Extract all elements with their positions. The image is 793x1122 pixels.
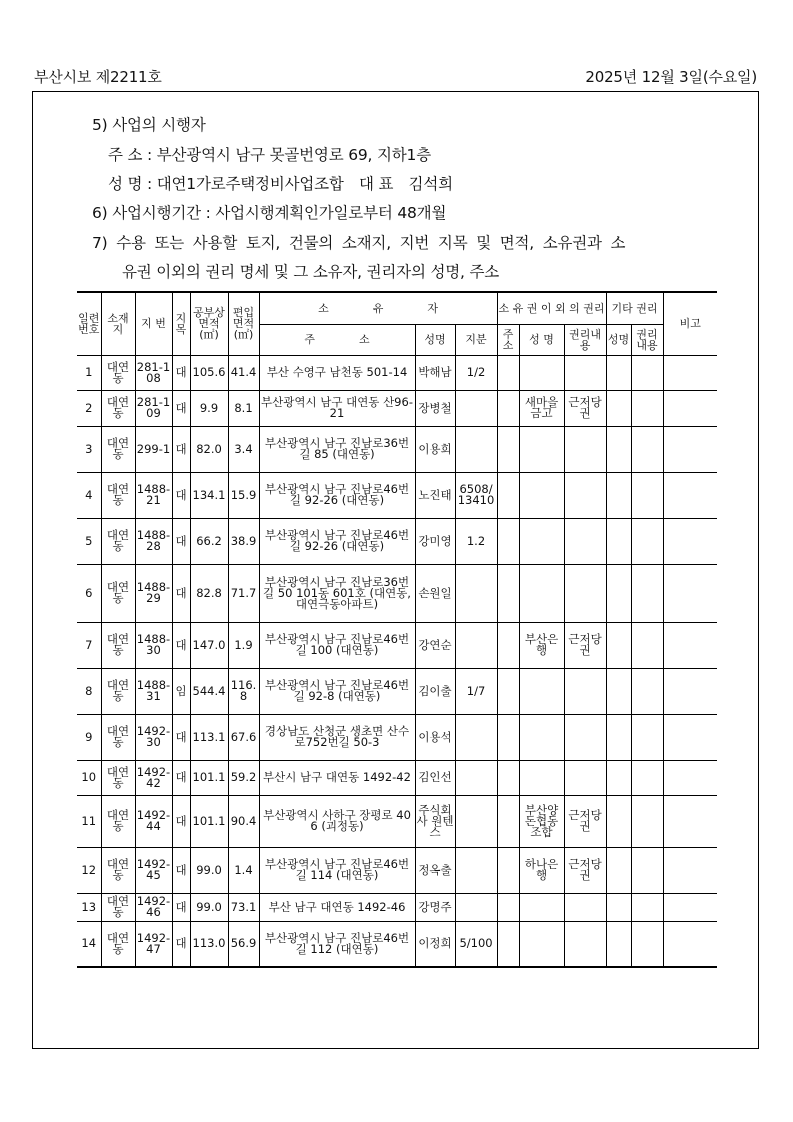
rights-content-cell — [564, 426, 606, 472]
location-cell: 대연동 — [101, 760, 135, 795]
category-cell: 대 — [172, 472, 190, 518]
col-rights-name: 성 명 — [519, 324, 564, 355]
lot-cell: 1488-30 — [135, 622, 172, 668]
remarks-cell — [663, 893, 717, 921]
rights-content-cell: 근저당권 — [564, 795, 606, 847]
misc-name-cell — [606, 847, 631, 893]
owner-share-cell — [455, 622, 497, 668]
col-group-owner: 소 유 자 — [259, 292, 497, 324]
owner-share-cell: 5/100 — [455, 921, 497, 967]
owner-share-cell — [455, 564, 497, 622]
item7-line1: 7) 수용 또는 사용할 토지, 건물의 소재지, 지번 지목 및 면적, 소유권과 소 — [92, 234, 626, 252]
col-owner-address: 주 소 — [259, 324, 415, 355]
owner-share-cell — [455, 893, 497, 921]
remarks-cell — [663, 564, 717, 622]
misc-content-cell — [631, 390, 663, 426]
owner-name-cell: 손원일 — [415, 564, 455, 622]
rights-name-cell — [519, 668, 564, 714]
incorporated-area-cell: 56.9 — [228, 921, 259, 967]
location-cell: 대연동 — [101, 714, 135, 760]
rights-address-cell — [497, 390, 519, 426]
misc-name-cell — [606, 564, 631, 622]
rights-name-cell: 부산은행 — [519, 622, 564, 668]
incorporated-area-cell: 59.2 — [228, 760, 259, 795]
category-cell: 대 — [172, 518, 190, 564]
lot-cell: 1492-42 — [135, 760, 172, 795]
category-cell: 대 — [172, 564, 190, 622]
table-row — [77, 622, 717, 668]
rights-address-cell — [497, 355, 519, 390]
rights-content-cell — [564, 760, 606, 795]
owner-share-cell — [455, 760, 497, 795]
item5-title: 5) 사업의 시행자 — [92, 116, 206, 134]
table-row — [77, 760, 717, 795]
owner-name-cell: 강명주 — [415, 893, 455, 921]
rights-name-cell — [519, 426, 564, 472]
remarks-cell — [663, 355, 717, 390]
rights-name-cell — [519, 472, 564, 518]
rights-name-cell — [519, 714, 564, 760]
owner-share-cell: 1/2 — [455, 355, 497, 390]
col-owner-name: 성명 — [415, 324, 455, 355]
incorporated-area-cell: 38.9 — [228, 518, 259, 564]
remarks-cell — [663, 390, 717, 426]
lot-cell: 1488-31 — [135, 668, 172, 714]
category-cell: 대 — [172, 355, 190, 390]
owner-address-cell: 부산광역시 남구 진남로36번길 85 (대연동) — [259, 426, 415, 472]
owner-address-cell: 부산광역시 남구 진남로36번길 50 101동 601호 (대연동, 대연극동아파트) — [259, 564, 415, 622]
misc-name-cell — [606, 714, 631, 760]
misc-name-cell — [606, 893, 631, 921]
rights-name-cell — [519, 760, 564, 795]
official-area-cell: 82.8 — [190, 564, 228, 622]
category-cell: 대 — [172, 390, 190, 426]
remarks-cell — [663, 795, 717, 847]
rights-content-cell — [564, 472, 606, 518]
lot-cell: 1488-29 — [135, 564, 172, 622]
table-row — [77, 921, 717, 967]
category-cell: 대 — [172, 795, 190, 847]
serial-cell: 2 — [77, 390, 101, 426]
misc-content-cell — [631, 668, 663, 714]
rights-content-cell — [564, 714, 606, 760]
incorporated-area-cell: 1.4 — [228, 847, 259, 893]
owner-share-cell — [455, 847, 497, 893]
remarks-cell — [663, 622, 717, 668]
owner-address-cell: 부산광역시 남구 진남로46번길 100 (대연동) — [259, 622, 415, 668]
col-owner-share: 지분 — [455, 324, 497, 355]
table-row — [77, 426, 717, 472]
location-cell: 대연동 — [101, 668, 135, 714]
owner-name-cell: 김이출 — [415, 668, 455, 714]
rights-address-cell — [497, 564, 519, 622]
serial-cell: 7 — [77, 622, 101, 668]
misc-content-cell — [631, 847, 663, 893]
category-cell: 임 — [172, 668, 190, 714]
misc-content-cell — [631, 518, 663, 564]
lot-cell: 281-108 — [135, 355, 172, 390]
owner-address-cell: 경상남도 산청군 생초면 산수로752번길 50-3 — [259, 714, 415, 760]
remarks-cell — [663, 921, 717, 967]
rights-content-cell — [564, 668, 606, 714]
misc-name-cell — [606, 668, 631, 714]
rights-content-cell — [564, 355, 606, 390]
location-cell: 대연동 — [101, 847, 135, 893]
lot-cell: 1492-45 — [135, 847, 172, 893]
misc-name-cell — [606, 921, 631, 967]
col-group-other-rights: 소 유 권 이 외 의 권리 — [497, 292, 606, 324]
owner-share-cell — [455, 426, 497, 472]
rights-content-cell — [564, 564, 606, 622]
col-incorporated-area: 편입면적(㎡) — [228, 292, 259, 355]
official-area-cell: 9.9 — [190, 390, 228, 426]
rights-name-cell — [519, 921, 564, 967]
col-category: 지목 — [172, 292, 190, 355]
table-row — [77, 518, 717, 564]
owner-name-cell: 강연순 — [415, 622, 455, 668]
remarks-cell — [663, 472, 717, 518]
table-row — [77, 472, 717, 518]
owner-address-cell: 부산광역시 남구 진남로46번길 114 (대연동) — [259, 847, 415, 893]
owner-name-cell: 이용석 — [415, 714, 455, 760]
owner-share-cell — [455, 390, 497, 426]
lot-cell: 1492-44 — [135, 795, 172, 847]
owner-address-cell: 부산광역시 사하구 장평로 406 (괴정동) — [259, 795, 415, 847]
serial-cell: 1 — [77, 355, 101, 390]
rights-address-cell — [497, 714, 519, 760]
owner-name-cell: 이정희 — [415, 921, 455, 967]
incorporated-area-cell: 90.4 — [228, 795, 259, 847]
col-misc-content: 권리내용 — [631, 324, 663, 355]
misc-name-cell — [606, 795, 631, 847]
owner-name-cell: 강미영 — [415, 518, 455, 564]
location-cell: 대연동 — [101, 472, 135, 518]
rights-content-cell — [564, 921, 606, 967]
owner-address-cell: 부산광역시 남구 진남로46번길 92-26 (대연동) — [259, 518, 415, 564]
misc-name-cell — [606, 472, 631, 518]
col-group-misc: 기타 권리 — [606, 292, 663, 324]
rights-name-cell: 부산양돈협동조합 — [519, 795, 564, 847]
incorporated-area-cell: 41.4 — [228, 355, 259, 390]
lot-cell: 1488-21 — [135, 472, 172, 518]
rights-content-cell — [564, 893, 606, 921]
table-row — [77, 355, 717, 390]
serial-cell: 14 — [77, 921, 101, 967]
owner-share-cell: 1.2 — [455, 518, 497, 564]
incorporated-area-cell: 15.9 — [228, 472, 259, 518]
official-area-cell: 134.1 — [190, 472, 228, 518]
col-rights-content: 권리내용 — [564, 324, 606, 355]
location-cell: 대연동 — [101, 518, 135, 564]
incorporated-area-cell: 73.1 — [228, 893, 259, 921]
official-area-cell: 66.2 — [190, 518, 228, 564]
table-row — [77, 390, 717, 426]
owner-address-cell: 부산광역시 남구 진남로46번길 92-8 (대연동) — [259, 668, 415, 714]
owner-address-cell: 부산광역시 남구 진남로46번길 92-26 (대연동) — [259, 472, 415, 518]
rights-name-cell — [519, 355, 564, 390]
publication-date: 2025년 12월 3일(수요일) — [585, 68, 757, 86]
misc-name-cell — [606, 622, 631, 668]
incorporated-area-cell: 3.4 — [228, 426, 259, 472]
misc-content-cell — [631, 426, 663, 472]
rights-address-cell — [497, 426, 519, 472]
official-area-cell: 544.4 — [190, 668, 228, 714]
official-area-cell: 99.0 — [190, 847, 228, 893]
owner-name-cell: 이용희 — [415, 426, 455, 472]
rights-address-cell — [497, 760, 519, 795]
misc-name-cell — [606, 518, 631, 564]
misc-content-cell — [631, 893, 663, 921]
lot-cell: 1492-47 — [135, 921, 172, 967]
category-cell: 대 — [172, 760, 190, 795]
remarks-cell — [663, 518, 717, 564]
col-misc-name: 성명 — [606, 324, 631, 355]
official-area-cell: 101.1 — [190, 760, 228, 795]
lot-cell: 1492-30 — [135, 714, 172, 760]
rights-name-cell: 새마을금고 — [519, 390, 564, 426]
location-cell: 대연동 — [101, 921, 135, 967]
rights-content-cell: 근저당권 — [564, 390, 606, 426]
official-area-cell: 82.0 — [190, 426, 228, 472]
serial-cell: 6 — [77, 564, 101, 622]
owner-address-cell: 부산광역시 남구 진남로46번길 112 (대연동) — [259, 921, 415, 967]
col-lot: 지 번 — [135, 292, 172, 355]
serial-cell: 12 — [77, 847, 101, 893]
owner-name-cell: 주식회사 원텐스 — [415, 795, 455, 847]
rights-name-cell — [519, 518, 564, 564]
col-remarks: 비고 — [663, 292, 717, 355]
misc-name-cell — [606, 390, 631, 426]
rights-address-cell — [497, 668, 519, 714]
official-area-cell: 147.0 — [190, 622, 228, 668]
col-rights-address: 주소 — [497, 324, 519, 355]
owner-share-cell — [455, 714, 497, 760]
location-cell: 대연동 — [101, 893, 135, 921]
location-cell: 대연동 — [101, 390, 135, 426]
category-cell: 대 — [172, 426, 190, 472]
category-cell: 대 — [172, 921, 190, 967]
official-area-cell: 105.6 — [190, 355, 228, 390]
owner-address-cell: 부산 수영구 남천동 501-14 — [259, 355, 415, 390]
owner-address-cell: 부산광역시 남구 대연동 산96-21 — [259, 390, 415, 426]
table-row — [77, 893, 717, 921]
item5-address: 주 소 : 부산광역시 남구 못골번영로 69, 지하1층 — [108, 146, 431, 164]
rights-address-cell — [497, 893, 519, 921]
misc-content-cell — [631, 472, 663, 518]
publication-title: 부산시보 제2211호 — [34, 68, 162, 86]
serial-cell: 11 — [77, 795, 101, 847]
lot-cell: 1492-46 — [136, 894, 171, 919]
location-cell: 대연동 — [101, 795, 135, 847]
category-cell: 대 — [172, 893, 190, 921]
owner-share-cell — [455, 795, 497, 847]
col-location: 소재지 — [101, 292, 135, 355]
rights-address-cell — [497, 795, 519, 847]
remarks-cell — [663, 714, 717, 760]
table-row — [77, 795, 717, 847]
owner-address-cell: 부산시 남구 대연동 1492-42 — [259, 760, 415, 795]
table-row — [77, 847, 717, 893]
item5-name: 성 명 : 대연1가로주택정비사업조합 대 표 김석희 — [108, 175, 453, 193]
misc-name-cell — [606, 426, 631, 472]
owner-share-cell: 6508/13410 — [455, 472, 497, 518]
official-area-cell: 113.0 — [190, 921, 228, 967]
misc-content-cell — [631, 921, 663, 967]
rights-name-cell — [519, 893, 564, 921]
serial-cell: 8 — [77, 668, 101, 714]
rights-address-cell — [497, 518, 519, 564]
lot-cell: 1488-28 — [135, 518, 172, 564]
owner-name-cell: 박해남 — [415, 355, 455, 390]
serial-cell: 5 — [77, 518, 101, 564]
lot-cell: 281-109 — [135, 390, 172, 426]
location-cell: 대연동 — [101, 564, 135, 622]
owner-name-cell: 정옥출 — [415, 847, 455, 893]
rights-address-cell — [497, 622, 519, 668]
incorporated-area-cell: 67.6 — [228, 714, 259, 760]
location-cell: 대연동 — [101, 622, 135, 668]
category-cell: 대 — [172, 714, 190, 760]
location-cell: 대연동 — [101, 355, 135, 390]
official-area-cell: 101.1 — [190, 795, 228, 847]
category-cell: 대 — [172, 847, 190, 893]
serial-cell: 4 — [77, 472, 101, 518]
table-row — [77, 714, 717, 760]
rights-address-cell — [497, 847, 519, 893]
misc-content-cell — [631, 564, 663, 622]
official-area-cell: 99.0 — [190, 893, 228, 921]
remarks-cell — [663, 668, 717, 714]
misc-content-cell — [631, 760, 663, 795]
owner-name-cell: 장병철 — [415, 390, 455, 426]
table-row — [77, 668, 717, 714]
misc-name-cell — [606, 355, 631, 390]
misc-content-cell — [631, 355, 663, 390]
remarks-cell — [663, 426, 717, 472]
remarks-cell — [663, 847, 717, 893]
rights-content-cell — [564, 518, 606, 564]
rights-address-cell — [497, 472, 519, 518]
incorporated-area-cell: 8.1 — [228, 390, 259, 426]
rights-name-cell — [519, 564, 564, 622]
rights-name-cell: 하나은행 — [519, 847, 564, 893]
rights-content-cell: 근저당권 — [564, 847, 606, 893]
owner-name-cell: 노진태 — [415, 472, 455, 518]
misc-name-cell — [606, 760, 631, 795]
rights-content-cell: 근저당권 — [564, 622, 606, 668]
lot-cell: 299-1 — [135, 426, 172, 472]
owner-name-cell: 김인선 — [415, 760, 455, 795]
location-cell: 대연동 — [101, 426, 135, 472]
misc-content-cell — [631, 622, 663, 668]
official-area-cell: 113.1 — [190, 714, 228, 760]
item7-line2: 유권 이외의 권리 명세 및 그 소유자, 권리자의 성명, 주소 — [122, 263, 500, 281]
rights-address-cell — [497, 921, 519, 967]
misc-content-cell — [631, 795, 663, 847]
serial-cell: 3 — [77, 426, 101, 472]
table-row — [77, 564, 717, 622]
remarks-cell — [663, 760, 717, 795]
item6-period: 6) 사업시행기간 : 사업시행계획인가일로부터 48개월 — [92, 204, 447, 222]
land-register-table — [77, 291, 717, 968]
register-rows — [77, 355, 717, 967]
incorporated-area-cell: 71.7 — [228, 564, 259, 622]
incorporated-area-cell: 116.8 — [228, 668, 259, 714]
incorporated-area-cell: 1.9 — [228, 622, 259, 668]
owner-share-cell: 1/7 — [455, 668, 497, 714]
serial-cell: 10 — [77, 760, 101, 795]
col-serial: 일련번호 — [77, 292, 101, 355]
serial-cell: 9 — [77, 714, 101, 760]
col-official-area: 공부상면적(㎡) — [190, 292, 228, 355]
category-cell: 대 — [172, 622, 190, 668]
misc-content-cell — [631, 714, 663, 760]
serial-cell: 13 — [77, 893, 101, 921]
owner-address-cell: 부산 남구 대연동 1492-46 — [259, 893, 415, 921]
